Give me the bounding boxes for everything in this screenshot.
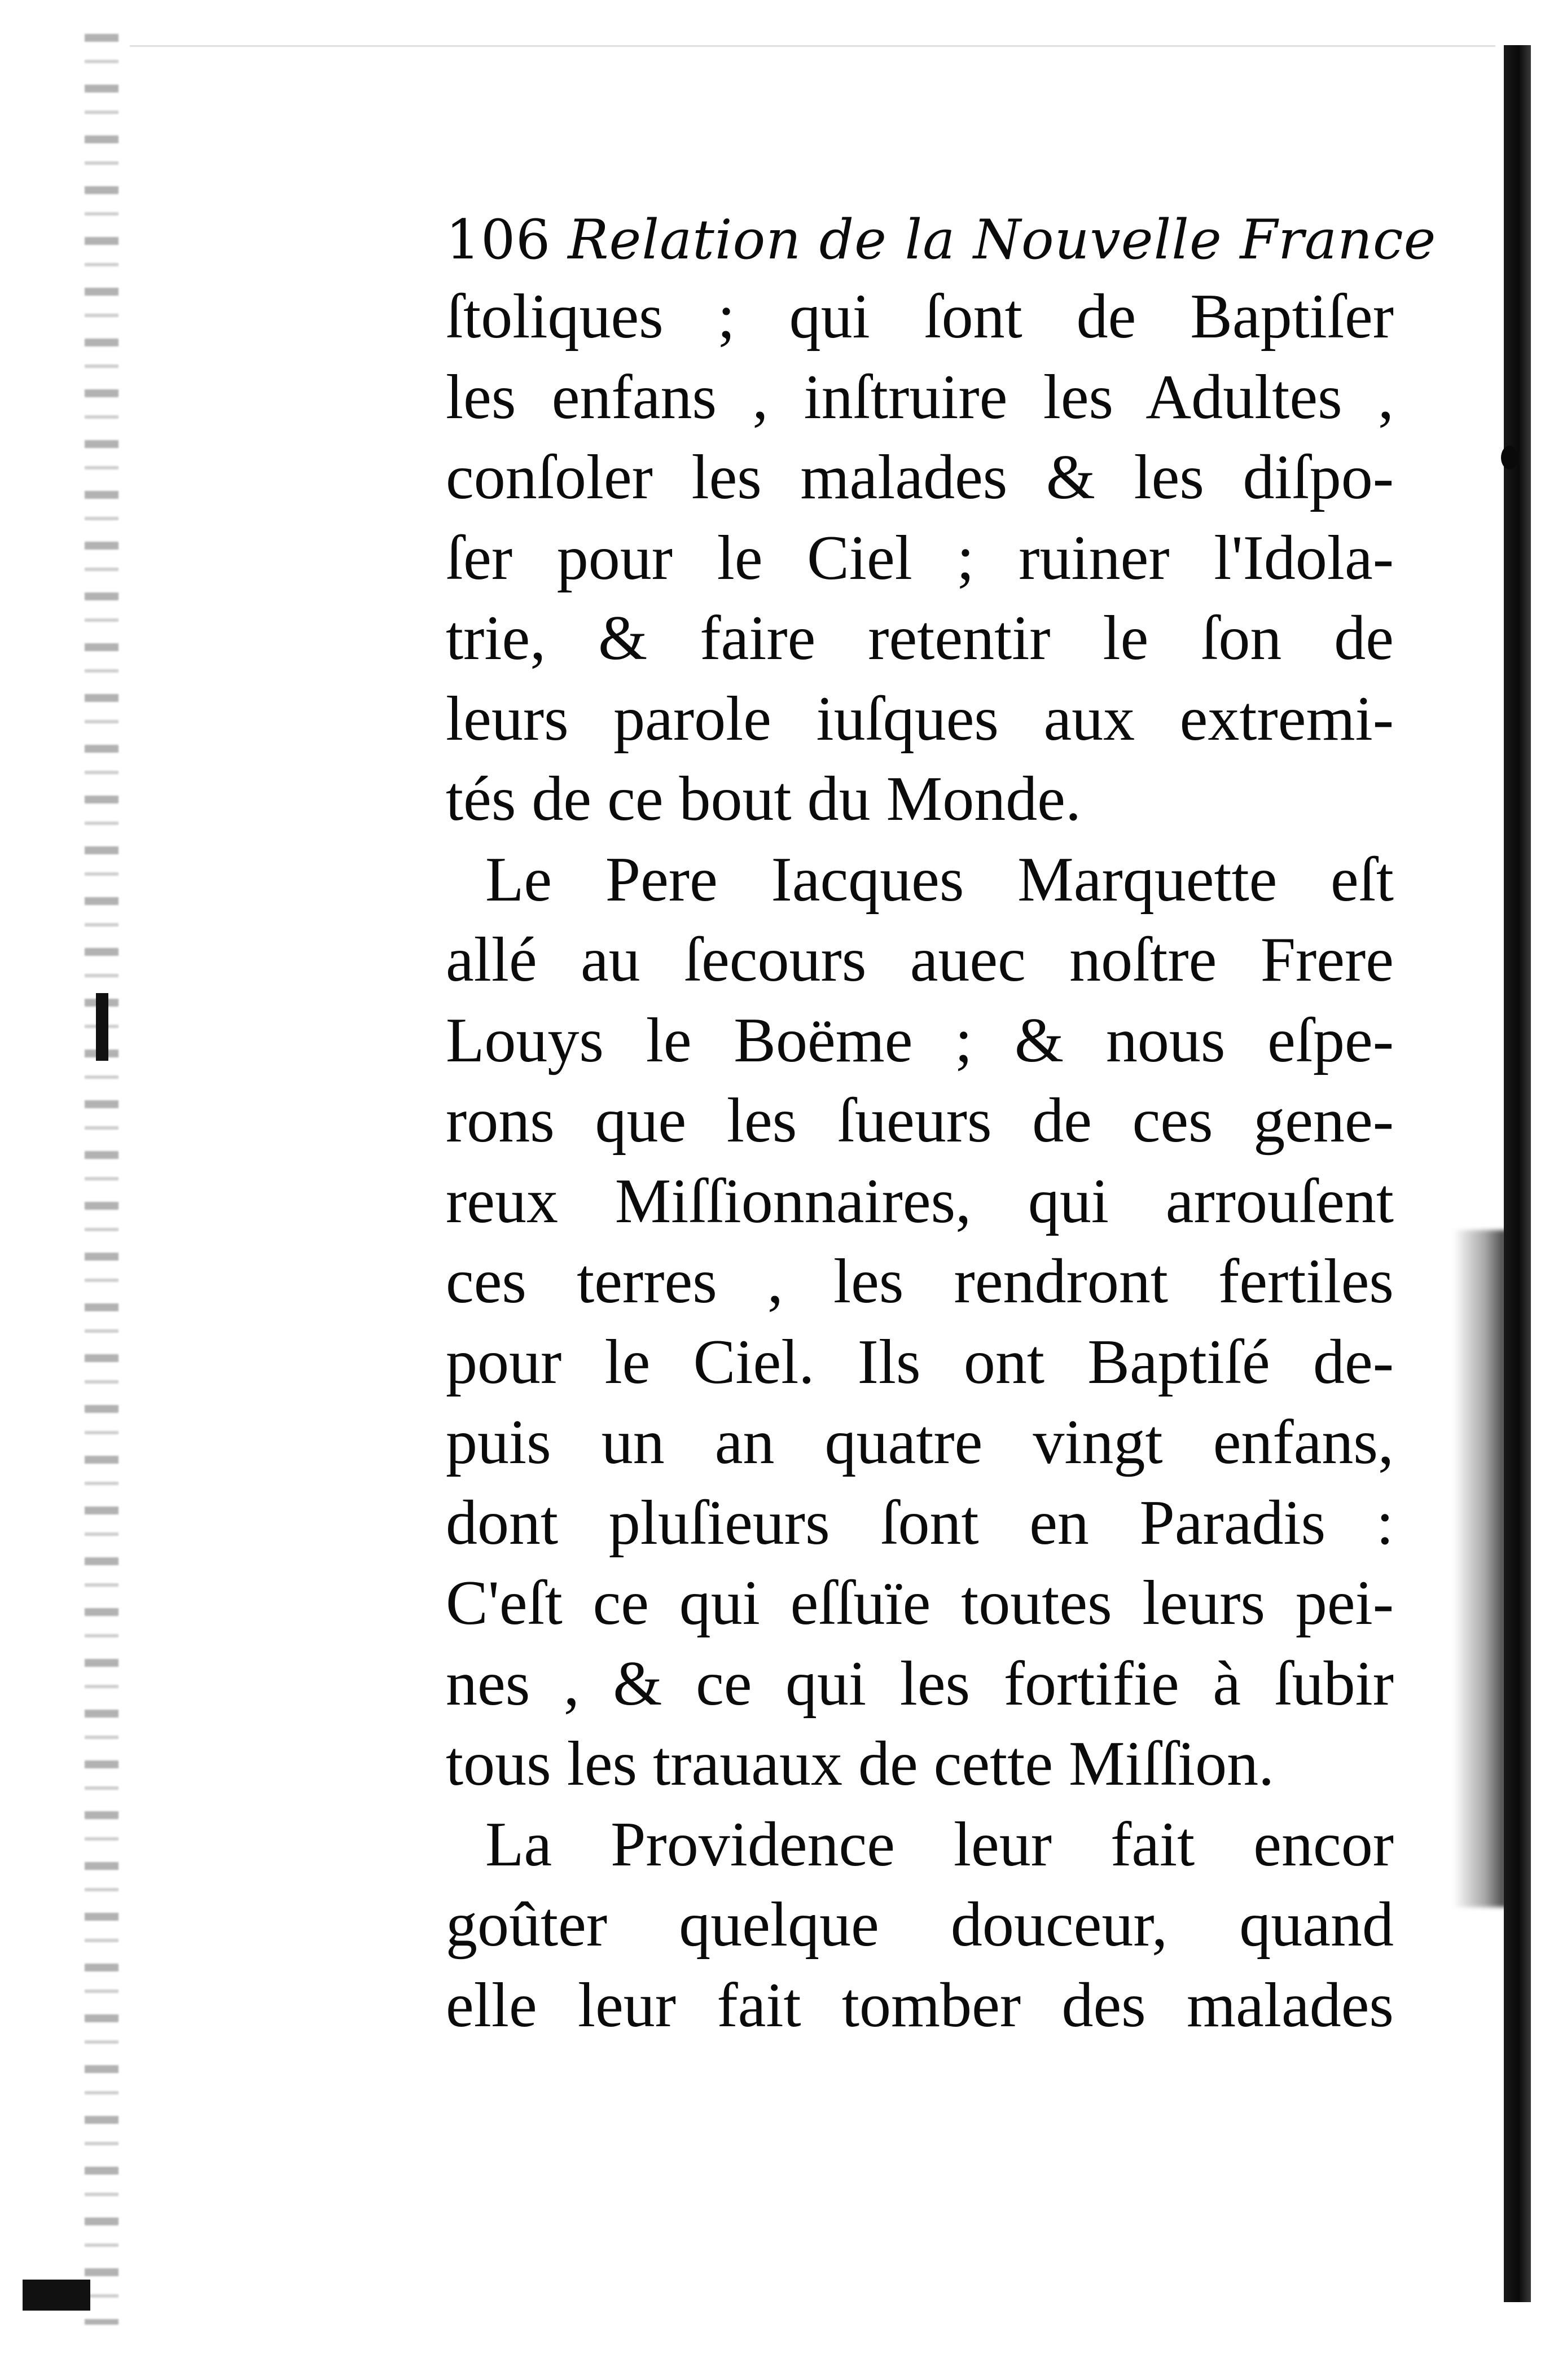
text-line: Le Pere Iacques Marquette eſt bbox=[485, 844, 1394, 915]
running-head bbox=[446, 203, 1437, 276]
text-line: tés de ce bout du Monde. bbox=[446, 764, 1081, 834]
text-line: conſoler les malades & les diſpo- bbox=[446, 442, 1394, 512]
text-line: reux Miſſionnaires, qui arrouſent bbox=[446, 1166, 1394, 1236]
text-line: leurs parole iuſques aux extremi- bbox=[446, 683, 1394, 754]
text-line: rons que les ſueurs de ces gene- bbox=[446, 1086, 1394, 1156]
body-text bbox=[446, 276, 1394, 2045]
page-curl-shadow bbox=[1453, 1230, 1507, 1907]
text-line: les enfans , inſtruire les Adultes , bbox=[446, 362, 1394, 432]
text-line: dont pluſieurs ſont en Paradis : bbox=[446, 1487, 1394, 1558]
text-line: goûter quelque douceur, quand bbox=[446, 1890, 1394, 1960]
text-line: La Providence leur fait encor bbox=[485, 1809, 1394, 1880]
page-number: 106 bbox=[446, 208, 551, 271]
text-line: tous les trauaux de cette Miſſion. bbox=[446, 1729, 1275, 1799]
text-line: trie, & faire retentir le ſon de bbox=[446, 603, 1394, 673]
page-edge-right bbox=[1504, 45, 1531, 2302]
page-top-edge bbox=[130, 45, 1495, 47]
text-line: allé au ſecours auec noſtre Frere bbox=[446, 925, 1394, 995]
text-line: C'eſt ce qui eſſuïe toutes leurs pei- bbox=[446, 1568, 1394, 1638]
text-line: Louys le Boëme ; & nous eſpe- bbox=[446, 1005, 1394, 1075]
binding-shadow-left bbox=[85, 34, 118, 2325]
text-line: puis un an quatre vingt enfans, bbox=[446, 1407, 1394, 1477]
text-block bbox=[446, 203, 1437, 2045]
text-line: ces terres , les rendront fertiles bbox=[446, 1246, 1394, 1316]
scan-mark-corner bbox=[23, 2280, 90, 2311]
text-line: elle leur fait tomber des malades bbox=[446, 1970, 1394, 2040]
running-title: Relation de la Nouvelle France bbox=[568, 208, 1437, 271]
text-line: nes , & ce qui les fortifie à ſubir bbox=[446, 1648, 1394, 1719]
text-line: pour le Ciel. Ils ont Baptiſé de- bbox=[446, 1327, 1394, 1397]
ink-blot bbox=[1501, 446, 1518, 469]
text-line: ſtoliques ; qui ſont de Baptiſer bbox=[446, 282, 1394, 352]
scan-mark-left bbox=[96, 993, 108, 1061]
text-line: ſer pour le Ciel ; ruiner l'Idola- bbox=[446, 522, 1394, 593]
